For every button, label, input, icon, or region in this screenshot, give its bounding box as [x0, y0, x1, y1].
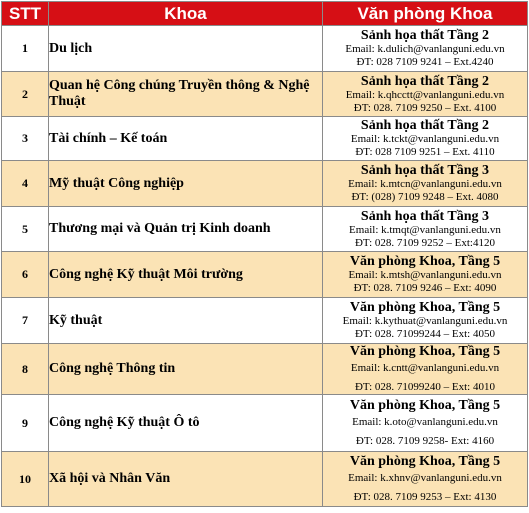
office-location: Văn phòng Khoa, Tầng 5 [349, 254, 501, 269]
faculty-name: Kỹ thuật [49, 298, 323, 344]
table-row [2, 207, 528, 252]
row-number: 2 [2, 72, 49, 117]
faculty-name: Công nghệ Thông tin [49, 344, 323, 395]
office-email: Email: k.cntt@vanlanguni.edu.vn [350, 362, 500, 374]
row-number: 6 [2, 252, 49, 298]
table-header-row [2, 2, 528, 26]
office-location: Sảnh họa thất Tầng 2 [360, 28, 490, 43]
header-stt: STT [2, 2, 49, 26]
header-khoa: Khoa [49, 2, 323, 26]
office-location: Sảnh họa thất Tầng 3 [360, 163, 490, 178]
office-info [323, 298, 528, 344]
office-info [323, 72, 528, 117]
office-info [323, 252, 528, 298]
row-number: 1 [2, 26, 49, 72]
office-email: Email: k.mtcn@vanlanguni.edu.vn [348, 178, 502, 190]
faculty-name: Công nghệ Kỹ thuật Môi trường [49, 252, 323, 298]
office-phone: ĐT: 028 7109 9251 – Ext. 4110 [355, 146, 495, 158]
faculty-name: Thương mại và Quản trị Kinh doanh [49, 207, 323, 252]
table-row [2, 252, 528, 298]
row-number: 8 [2, 344, 49, 395]
office-email: Email: k.kythuat@vanlanguni.edu.vn [342, 315, 508, 327]
row-number: 9 [2, 395, 49, 452]
office-location: Văn phòng Khoa, Tầng 5 [349, 398, 501, 413]
faculty-name: Du lịch [49, 26, 323, 72]
office-location: Văn phòng Khoa, Tầng 5 [349, 454, 501, 469]
office-location: Sảnh họa thất Tầng 2 [360, 73, 490, 89]
row-number: 5 [2, 207, 49, 252]
office-email: Email: k.tckt@vanlanguni.edu.vn [350, 133, 500, 145]
office-phone: ĐT: 028. 7109 9250 – Ext. 4100 [353, 101, 497, 114]
header-office: Văn phòng Khoa [323, 2, 528, 26]
office-info [323, 395, 528, 452]
office-phone: ĐT: 028. 71099240 – Ext: 4010 [354, 381, 495, 393]
row-number: 10 [2, 452, 49, 507]
office-email: Email: k.qhcctt@vanlanguni.edu.vn [345, 88, 505, 101]
office-location: Sảnh họa thất Tầng 3 [360, 208, 490, 224]
faculty-name: Công nghệ Kỹ thuật Ô tô [49, 395, 323, 452]
office-location: Văn phòng Khoa, Tầng 5 [349, 300, 501, 315]
table-row [2, 117, 528, 161]
office-phone: ĐT: 028. 7109 9253 – Ext: 4130 [353, 491, 497, 503]
office-phone: ĐT: 028. 7109 9258- Ext: 4160 [355, 435, 495, 447]
office-email: Email: k.mtsh@vanlanguni.edu.vn [348, 269, 502, 281]
office-phone: ĐT: 028 7109 9241 – Ext.4240 [356, 56, 494, 68]
table-row [2, 452, 528, 507]
office-email: Email: k.dulich@vanlanguni.edu.vn [345, 43, 505, 55]
office-email: Email: k.oto@vanlanguni.edu.vn [352, 416, 498, 428]
office-phone: ĐT: (028) 7109 9248 – Ext. 4080 [351, 191, 499, 203]
faculty-name: Quan hệ Công chúng Truyền thông & Nghệ Thuật [49, 72, 323, 117]
office-info [323, 26, 528, 72]
table-row [2, 395, 528, 452]
faculty-office-table [1, 1, 528, 507]
office-location: Sảnh họa thất Tầng 2 [360, 118, 490, 133]
table-row [2, 161, 528, 207]
office-info [323, 207, 528, 252]
office-email: Email: k.xhnv@vanlanguni.edu.vn [348, 472, 502, 484]
office-info [323, 452, 528, 507]
row-number: 7 [2, 298, 49, 344]
office-info [323, 117, 528, 161]
office-location: Văn phòng Khoa, Tầng 5 [349, 344, 501, 359]
faculty-name: Mỹ thuật Công nghiệp [49, 161, 323, 207]
office-info [323, 161, 528, 207]
row-number: 3 [2, 117, 49, 161]
office-phone: ĐT: 028. 7109 9246 – Ext: 4090 [353, 282, 497, 294]
table-row [2, 298, 528, 344]
office-info [323, 344, 528, 395]
row-number: 4 [2, 161, 49, 207]
faculty-name: Tài chính – Kế toán [49, 117, 323, 161]
office-phone: ĐT: 028. 7109 9252 – Ext:4120 [354, 236, 495, 249]
table-row [2, 26, 528, 72]
office-phone: ĐT: 028. 71099244 – Ext: 4050 [354, 328, 495, 340]
faculty-name: Xã hội và Nhân Văn [49, 452, 323, 507]
office-email: Email: k.tmqt@vanlanguni.edu.vn [349, 223, 501, 236]
table-row [2, 344, 528, 395]
table-row [2, 72, 528, 117]
